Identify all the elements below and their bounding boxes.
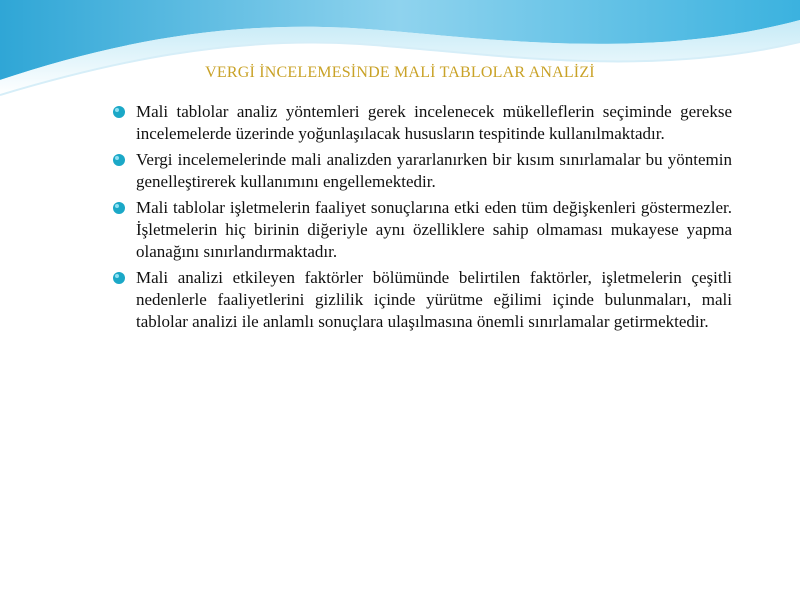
list-item (112, 267, 732, 333)
bullet-text: Mali tablolar işletmelerin faaliyet sonuçlarına etki eden tüm değişkenleri göstermezler. İşletmelerin hiç birinin diğeriyle aynı özelliklere sahip olmaması mukayese yapma olanağını sınırlandırmaktadır. (136, 198, 732, 261)
bullet-list (112, 101, 732, 337)
header-wave-decoration (0, 0, 800, 110)
bullet-circle-icon (112, 105, 126, 119)
bullet-text: Mali analizi etkileyen faktörler bölümünde belirtilen faktörler, işletmelerin çeşitli nedenlerle faaliyetlerini gizlilik içinde yürütme eğilimi içinde bulunmaları, mali tablolar analizi ile anlamlı sonuçlara ulaşılmasına önemli sınırlamalar getirmektedir. (136, 268, 732, 331)
bullet-circle-icon (112, 271, 126, 285)
bullet-text: Vergi incelemelerinde mali analizden yararlanırken bir kısım sınırlamalar bu yöntemin genelleştirerek kullanımını engellemektedir. (136, 150, 732, 191)
bullet-text: Mali tablolar analiz yöntemleri gerek incelenecek mükelleflerin seçiminde gerekse incelemelerde üzerinde yoğunlaşılacak hususların tespitinde kullanılmaktadır. (136, 102, 732, 143)
list-item (112, 197, 732, 263)
bullet-circle-icon (112, 153, 126, 167)
list-item (112, 149, 732, 193)
bullet-circle-icon (112, 201, 126, 215)
slide-title: VERGİ İNCELEMESİNDE MALİ TABLOLAR ANALİZİ (205, 64, 595, 81)
list-item (112, 101, 732, 145)
